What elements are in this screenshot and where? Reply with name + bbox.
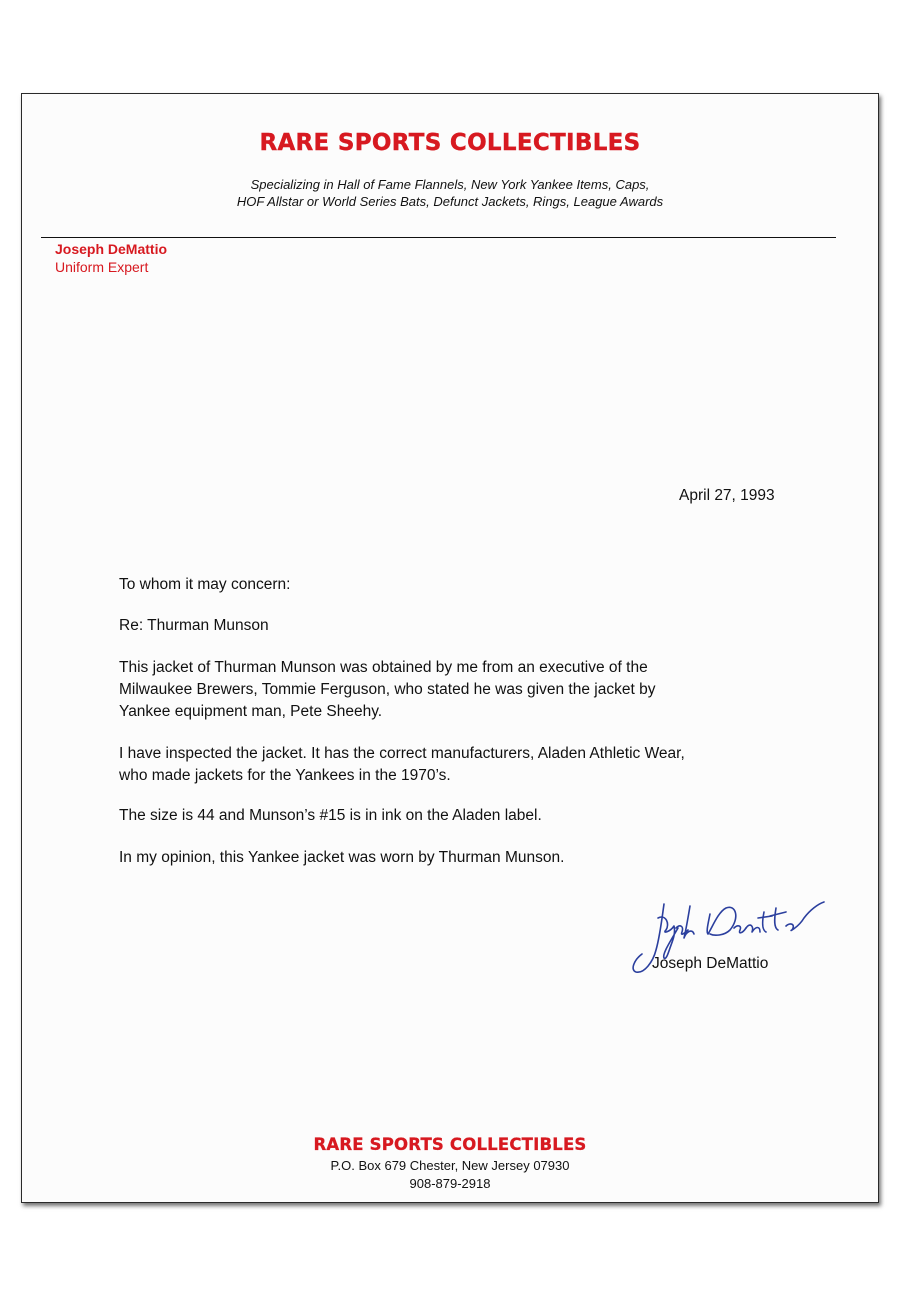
sender-name: Joseph DeMattio bbox=[55, 241, 168, 257]
body-paragraph-3: The size is 44 and Munson’s #15 is in ink on the Aladen label. bbox=[119, 807, 542, 824]
tagline-line: HOF Allstar or World Series Bats, Defunct Jackets, Rings, League Awards bbox=[236, 194, 664, 209]
subject-line: Re: Thurman Munson bbox=[119, 617, 269, 634]
letter-page bbox=[21, 93, 879, 1203]
paragraph-line: I have inspected the jacket. It has the correct manufacturers, Aladen Athletic Wear, bbox=[119, 745, 685, 762]
footer-company-name: RARE SPORTS COLLECTIBLES bbox=[313, 1135, 587, 1154]
letterhead-company-name: RARE SPORTS COLLECTIBLES bbox=[259, 130, 641, 156]
paragraph-line: who made jackets for the Yankees in the 1970’s. bbox=[119, 767, 451, 784]
letterhead-tagline bbox=[22, 176, 878, 210]
paragraph-line: This jacket of Thurman Munson was obtained by me from an executive of the bbox=[119, 659, 648, 676]
body-paragraph-1 bbox=[119, 657, 655, 723]
sender-title: Uniform Expert bbox=[55, 259, 149, 275]
letterhead-divider bbox=[41, 237, 836, 238]
tagline-line: Specializing in Hall of Fame Flannels, New York Yankee Items, Caps, bbox=[250, 177, 650, 192]
paragraph-line: Milwaukee Brewers, Tommie Ferguson, who stated he was given the jacket by bbox=[119, 681, 656, 698]
body-paragraph-2 bbox=[119, 743, 685, 787]
letter-date: April 27, 1993 bbox=[679, 487, 775, 504]
paragraph-line: Yankee equipment man, Pete Sheehy. bbox=[119, 703, 383, 720]
sender-block bbox=[55, 240, 167, 276]
footer-phone: 908-879-2918 bbox=[409, 1176, 491, 1191]
footer-address: P.O. Box 679 Chester, New Jersey 07930 bbox=[330, 1158, 570, 1173]
body-paragraph-4: In my opinion, this Yankee jacket was worn by Thurman Munson. bbox=[119, 849, 565, 866]
salutation: To whom it may concern: bbox=[119, 576, 291, 593]
signer-name: Joseph DeMattio bbox=[652, 955, 769, 972]
